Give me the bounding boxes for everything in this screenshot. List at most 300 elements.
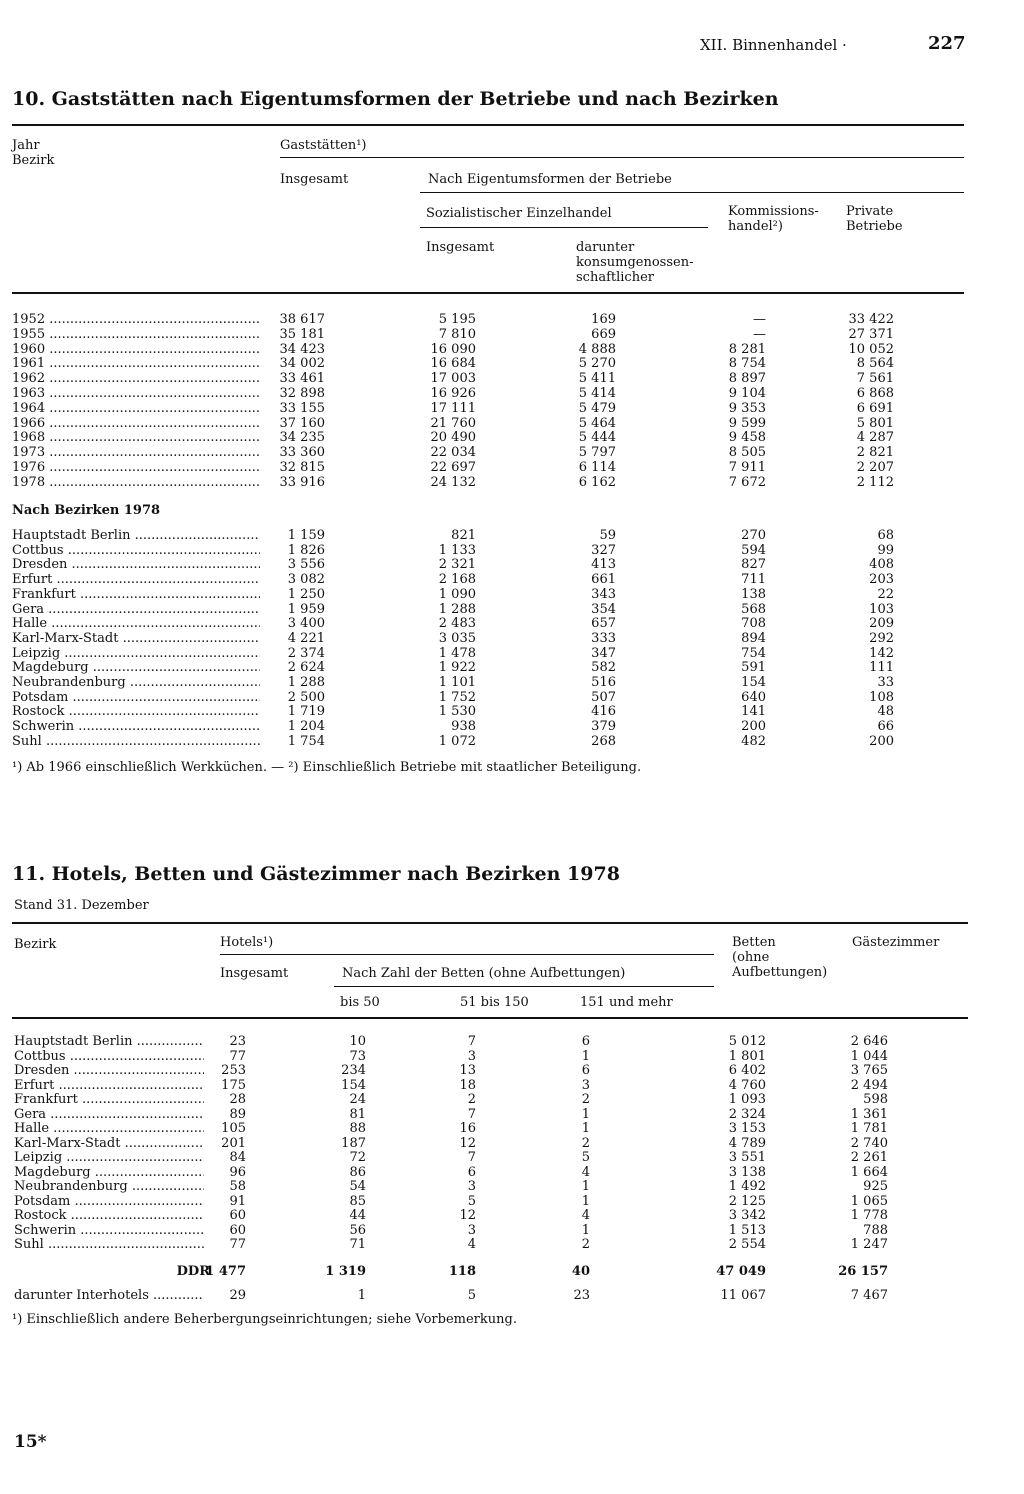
- cell-privat: 48: [877, 704, 894, 720]
- cell-gaestezimmer: 1 044: [850, 1048, 888, 1064]
- cell-gaststaetten-insgesamt: 2 624: [287, 660, 325, 676]
- cell-51-150: 7: [467, 1106, 476, 1122]
- row-label: darunter Interhotels .....: [14, 1288, 204, 1303]
- table-row: [0, 675, 1024, 690]
- cell-privat: 6 868: [856, 386, 894, 401]
- cell-gaststaetten-insgesamt: 33 461: [279, 371, 325, 387]
- cell-151-mehr: 1: [581, 1222, 590, 1238]
- cell-bis50: 72: [349, 1150, 366, 1165]
- cell-kommission: 9 599: [728, 415, 766, 431]
- table-row: [0, 386, 1024, 401]
- cell-gaststaetten-insgesamt: 33 155: [279, 400, 325, 416]
- cell-konsum: 327: [591, 542, 616, 558]
- cell-kommission: 9 458: [728, 430, 766, 446]
- cell-soz-insgesamt: 22 697: [430, 460, 476, 475]
- cell-151-mehr: 40: [571, 1264, 590, 1279]
- t10-rule-3: [420, 227, 708, 228]
- table-row: [0, 690, 1024, 705]
- t11-head-betten2: (ohne: [732, 950, 770, 965]
- cell-soz-insgesamt: 16 090: [430, 341, 476, 357]
- cell-51-150: 5: [467, 1193, 476, 1209]
- table-row: [0, 356, 1024, 371]
- running-header: XII. Binnenhandel ·: [700, 36, 847, 54]
- cell-gaestezimmer: 7 467: [850, 1288, 888, 1303]
- cell-hotels-insgesamt: 60: [229, 1208, 246, 1223]
- table-row: [0, 312, 1024, 327]
- cell-151-mehr: 6: [581, 1063, 590, 1078]
- row-label: Frankfurt .....: [14, 1092, 204, 1107]
- cell-151-mehr: 4: [581, 1208, 590, 1223]
- row-label: 1962 .....: [12, 371, 260, 386]
- cell-gaestezimmer: 1 065: [850, 1193, 888, 1209]
- cell-gaststaetten-insgesamt: 1 959: [287, 601, 325, 617]
- row-label: Schwerin .....: [14, 1223, 204, 1238]
- cell-151-mehr: 2: [581, 1237, 590, 1252]
- cell-konsum: 4 888: [578, 341, 616, 357]
- table-row: [0, 416, 1024, 431]
- cell-betten: 3 138: [728, 1164, 766, 1180]
- cell-51-150: 2: [467, 1092, 476, 1107]
- cell-gaestezimmer: 2 646: [850, 1034, 888, 1049]
- cell-51-150: 16: [459, 1121, 476, 1136]
- cell-privat: 2 207: [856, 460, 894, 475]
- cell-gaststaetten-insgesamt: 33 360: [279, 445, 325, 461]
- cell-51-150: 7: [467, 1034, 476, 1049]
- cell-gaststaetten-insgesamt: 37 160: [279, 415, 325, 431]
- cell-privat: 408: [869, 557, 894, 573]
- cell-gaestezimmer: 2 261: [850, 1150, 888, 1165]
- cell-hotels-insgesamt: 58: [229, 1179, 246, 1194]
- cell-soz-insgesamt: 1 530: [438, 704, 476, 720]
- cell-151-mehr: 1: [581, 1106, 590, 1122]
- t11-head-gaeste: Gästezimmer: [852, 935, 940, 950]
- table-row: [0, 327, 1024, 342]
- row-label: Karl-Marx-Stadt .....: [12, 631, 260, 646]
- table-row: [0, 1237, 1024, 1252]
- cell-151-mehr: 5: [581, 1150, 590, 1165]
- t10-head-darunter3: schaftlicher: [576, 270, 654, 285]
- row-label: Erfurt .....: [12, 572, 260, 587]
- cell-betten: 3 342: [728, 1208, 766, 1223]
- cell-hotels-insgesamt: 1 477: [205, 1264, 246, 1279]
- t10-head-soz-insg: Insgesamt: [426, 240, 495, 255]
- cell-gaststaetten-insgesamt: 3 082: [287, 572, 325, 588]
- t11-head-insgesamt: Insgesamt: [220, 966, 289, 981]
- table11-subtitle: Stand 31. Dezember: [14, 898, 149, 913]
- table-row: [0, 616, 1024, 631]
- row-label: Halle .....: [14, 1121, 204, 1136]
- table-row: [0, 1264, 1024, 1279]
- cell-gaestezimmer: 1 361: [850, 1106, 888, 1122]
- cell-soz-insgesamt: 2 321: [438, 557, 476, 573]
- table10-title: 10. Gaststätten nach Eigentumsformen der Betriebe und nach Bezirken: [12, 88, 779, 110]
- t10-head-soz: Sozialistischer Einzelhandel: [426, 206, 612, 221]
- cell-konsum: 268: [591, 733, 616, 749]
- table-row: [0, 1288, 1024, 1303]
- cell-privat: 99: [877, 542, 894, 558]
- cell-soz-insgesamt: 2 168: [438, 572, 476, 588]
- cell-konsum: 379: [591, 719, 616, 735]
- cell-konsum: 5 444: [578, 430, 616, 446]
- page-number: 227: [928, 33, 966, 54]
- cell-privat: 2 821: [856, 445, 894, 461]
- table-row: [0, 1121, 1024, 1136]
- row-label: Suhl .....: [14, 1237, 204, 1252]
- t11-header-bottom-rule: [12, 1017, 968, 1019]
- t11-rule-1: [220, 954, 714, 955]
- cell-betten: 5 012: [728, 1034, 766, 1049]
- cell-betten: 4 789: [728, 1135, 766, 1151]
- t11-head-nach-zahl: Nach Zahl der Betten (ohne Aufbettungen): [342, 966, 626, 981]
- cell-gaststaetten-insgesamt: 1 826: [287, 542, 325, 558]
- cell-soz-insgesamt: 5 195: [438, 312, 476, 327]
- cell-konsum: 5 464: [578, 415, 616, 431]
- cell-gaststaetten-insgesamt: 38 617: [279, 312, 325, 327]
- cell-betten: 1 801: [728, 1048, 766, 1064]
- cell-bis50: 10: [349, 1034, 366, 1049]
- cell-hotels-insgesamt: 77: [229, 1048, 246, 1064]
- cell-kommission: 640: [741, 689, 766, 705]
- cell-hotels-insgesamt: 96: [229, 1164, 246, 1180]
- cell-hotels-insgesamt: 253: [221, 1063, 246, 1078]
- cell-kommission: 568: [741, 601, 766, 617]
- cell-konsum: 507: [591, 689, 616, 705]
- t10-head-priv1: Private: [846, 204, 894, 219]
- cell-konsum: 5 414: [578, 386, 616, 401]
- row-label: Dresden .....: [14, 1063, 204, 1078]
- cell-privat: 66: [877, 719, 894, 735]
- cell-51-150: 7: [467, 1150, 476, 1165]
- cell-privat: 33 422: [848, 312, 894, 327]
- cell-gaststaetten-insgesamt: 3 556: [287, 557, 325, 573]
- cell-gaestezimmer: 1 781: [850, 1121, 888, 1136]
- cell-konsum: 169: [591, 312, 616, 327]
- cell-51-150: 118: [448, 1264, 476, 1279]
- cell-hotels-insgesamt: 23: [229, 1034, 246, 1049]
- cell-kommission: 894: [741, 630, 766, 646]
- table-row: [0, 430, 1024, 445]
- cell-gaststaetten-insgesamt: 1 250: [287, 586, 325, 602]
- cell-soz-insgesamt: 17 003: [430, 371, 476, 387]
- cell-soz-insgesamt: 1 752: [438, 689, 476, 705]
- cell-hotels-insgesamt: 105: [221, 1121, 246, 1136]
- cell-gaestezimmer: 2 740: [850, 1135, 888, 1151]
- row-label: Schwerin .....: [12, 719, 260, 734]
- cell-bis50: 85: [349, 1193, 366, 1209]
- cell-gaestezimmer: 2 494: [850, 1077, 888, 1093]
- table-row: [0, 1078, 1024, 1093]
- cell-gaestezimmer: 925: [863, 1179, 888, 1194]
- cell-privat: 292: [869, 630, 894, 646]
- t11-footnote: ¹) Einschließlich andere Beherbergungseinrichtungen; siehe Vorbemerkung.: [12, 1312, 517, 1327]
- table11-top-rule: [12, 922, 968, 924]
- cell-konsum: 669: [591, 326, 616, 342]
- table-row: [0, 1063, 1024, 1078]
- cell-konsum: 59: [599, 528, 616, 543]
- cell-hotels-insgesamt: 89: [229, 1106, 246, 1122]
- table-row: [0, 401, 1024, 416]
- cell-bis50: 187: [341, 1135, 366, 1151]
- row-label: Rostock .....: [14, 1208, 204, 1223]
- cell-soz-insgesamt: 17 111: [430, 400, 476, 416]
- table-row: [0, 543, 1024, 558]
- cell-kommission: —: [753, 326, 766, 342]
- cell-bis50: 24: [349, 1092, 366, 1107]
- cell-kommission: 8 897: [728, 371, 766, 387]
- cell-soz-insgesamt: 938: [451, 719, 476, 735]
- table-row: [0, 719, 1024, 734]
- cell-gaststaetten-insgesamt: 33 916: [279, 474, 325, 490]
- row-label: 1963 .....: [12, 386, 260, 401]
- t10-head-bezirk: Bezirk: [12, 153, 55, 168]
- cell-soz-insgesamt: 1 922: [438, 660, 476, 676]
- cell-gaestezimmer: 1 778: [850, 1208, 888, 1223]
- cell-kommission: 7 672: [728, 474, 766, 490]
- cell-bis50: 1: [357, 1288, 366, 1303]
- cell-privat: 2 112: [856, 474, 894, 490]
- cell-151-mehr: 2: [581, 1135, 590, 1151]
- cell-soz-insgesamt: 1 478: [438, 645, 476, 661]
- cell-soz-insgesamt: 2 483: [438, 616, 476, 632]
- cell-51-150: 6: [467, 1164, 476, 1180]
- cell-51-150: 18: [459, 1077, 476, 1093]
- cell-bis50: 86: [349, 1164, 366, 1180]
- row-label: Gera .....: [12, 602, 260, 617]
- t11-head-hotels: Hotels¹): [220, 935, 274, 950]
- cell-gaststaetten-insgesamt: 32 898: [279, 386, 325, 401]
- row-label: 1976 .....: [12, 460, 260, 475]
- cell-kommission: 7 911: [728, 460, 766, 475]
- t11-head-bis50: bis 50: [340, 995, 380, 1010]
- cell-gaststaetten-insgesamt: 34 423: [279, 341, 325, 357]
- cell-bis50: 54: [349, 1179, 366, 1194]
- table10-top-rule: [12, 124, 964, 126]
- t11-head-betten3: Aufbettungen): [732, 965, 828, 980]
- cell-betten: 11 067: [720, 1288, 766, 1303]
- cell-151-mehr: 1: [581, 1179, 590, 1194]
- cell-51-150: 13: [459, 1063, 476, 1078]
- cell-kommission: 8 505: [728, 445, 766, 461]
- cell-privat: 27 371: [848, 326, 894, 342]
- row-label: Neubrandenburg .....: [12, 675, 260, 690]
- cell-konsum: 347: [591, 645, 616, 661]
- t10-head-insgesamt: Insgesamt: [280, 172, 349, 187]
- cell-konsum: 582: [591, 660, 616, 676]
- cell-kommission: 270: [741, 528, 766, 543]
- cell-konsum: 6 114: [578, 460, 616, 475]
- cell-kommission: 200: [741, 719, 766, 735]
- cell-privat: 5 801: [856, 415, 894, 431]
- cell-kommission: 138: [741, 586, 766, 602]
- table-row: [0, 572, 1024, 587]
- cell-kommission: 827: [741, 557, 766, 573]
- row-label: 1978 .....: [12, 475, 260, 490]
- cell-gaststaetten-insgesamt: 32 815: [279, 460, 325, 475]
- cell-51-150: 12: [459, 1208, 476, 1223]
- t11-head-151: 151 und mehr: [580, 995, 673, 1010]
- cell-konsum: 661: [591, 572, 616, 588]
- cell-kommission: —: [753, 312, 766, 327]
- table-row: [0, 1092, 1024, 1107]
- cell-betten: 6 402: [728, 1063, 766, 1078]
- cell-privat: 142: [869, 645, 894, 661]
- cell-soz-insgesamt: 16 926: [430, 386, 476, 401]
- t11-head-51: 51 bis 150: [460, 995, 529, 1010]
- cell-konsum: 413: [591, 557, 616, 573]
- table11-title: 11. Hotels, Betten und Gästezimmer nach Bezirken 1978: [12, 863, 620, 885]
- cell-151-mehr: 1: [581, 1121, 590, 1136]
- cell-gaestezimmer: 3 765: [850, 1063, 888, 1078]
- cell-soz-insgesamt: 1 101: [438, 675, 476, 690]
- row-label: Magdeburg .....: [14, 1165, 204, 1180]
- table-row: [0, 1179, 1024, 1194]
- t10-head-darunter1: darunter: [576, 240, 635, 255]
- cell-soz-insgesamt: 3 035: [438, 630, 476, 646]
- cell-privat: 4 287: [856, 430, 894, 446]
- table-row: [0, 371, 1024, 386]
- row-label: 1968 .....: [12, 430, 260, 445]
- row-label: Neubrandenburg .....: [14, 1179, 204, 1194]
- cell-bis50: 88: [349, 1121, 366, 1136]
- t10-head-komm1: Kommissions-: [728, 204, 819, 219]
- cell-konsum: 5 411: [578, 371, 616, 387]
- cell-privat: 209: [869, 616, 894, 632]
- cell-konsum: 416: [591, 704, 616, 720]
- cell-kommission: 591: [741, 660, 766, 676]
- cell-privat: 8 564: [856, 356, 894, 372]
- cell-betten: 1 492: [728, 1179, 766, 1194]
- table-row: [0, 1150, 1024, 1165]
- cell-soz-insgesamt: 16 684: [430, 356, 476, 372]
- cell-soz-insgesamt: 1 133: [438, 542, 476, 558]
- table-row: [0, 475, 1024, 490]
- cell-151-mehr: 1: [581, 1048, 590, 1064]
- cell-hotels-insgesamt: 60: [229, 1222, 246, 1238]
- cell-betten: 2 324: [728, 1106, 766, 1122]
- cell-konsum: 354: [591, 601, 616, 617]
- row-label: Potsdam .....: [12, 690, 260, 705]
- table-row: [0, 1165, 1024, 1180]
- cell-privat: 10 052: [848, 341, 894, 357]
- cell-soz-insgesamt: 22 034: [430, 445, 476, 461]
- cell-51-150: 3: [467, 1048, 476, 1064]
- cell-51-150: 5: [467, 1288, 476, 1303]
- t10-head-gaststaetten: Gaststätten¹): [280, 138, 367, 153]
- cell-privat: 33: [877, 675, 894, 690]
- cell-privat: 108: [869, 689, 894, 705]
- cell-gaststaetten-insgesamt: 1 204: [287, 719, 325, 735]
- cell-bis50: 81: [349, 1106, 366, 1122]
- cell-bis50: 73: [349, 1048, 366, 1064]
- cell-gaststaetten-insgesamt: 35 181: [279, 326, 325, 342]
- cell-privat: 7 561: [856, 371, 894, 387]
- cell-51-150: 12: [459, 1135, 476, 1151]
- t10-head-komm2: handel²): [728, 219, 783, 234]
- cell-soz-insgesamt: 1 072: [438, 733, 476, 749]
- row-label: DDR: [176, 1264, 210, 1279]
- cell-kommission: 8 281: [728, 341, 766, 357]
- cell-gaststaetten-insgesamt: 1 719: [287, 704, 325, 720]
- cell-betten: 2 554: [728, 1237, 766, 1252]
- cell-kommission: 154: [741, 675, 766, 690]
- row-label: Frankfurt .....: [12, 587, 260, 602]
- cell-soz-insgesamt: 20 490: [430, 430, 476, 446]
- cell-kommission: 8 754: [728, 356, 766, 372]
- cell-konsum: 516: [591, 675, 616, 690]
- table-row: [0, 660, 1024, 675]
- row-label: Leipzig .....: [14, 1150, 204, 1165]
- cell-privat: 68: [877, 528, 894, 543]
- t11-rule-2: [334, 986, 714, 987]
- cell-privat: 103: [869, 601, 894, 617]
- row-label: 1966 .....: [12, 416, 260, 431]
- cell-konsum: 5 270: [578, 356, 616, 372]
- cell-konsum: 6 162: [578, 474, 616, 490]
- cell-gaestezimmer: 788: [863, 1222, 888, 1238]
- t10-head-nach-eigentum: Nach Eigentumsformen der Betriebe: [428, 172, 672, 187]
- cell-gaststaetten-insgesamt: 34 235: [279, 430, 325, 446]
- cell-soz-insgesamt: 1 090: [438, 586, 476, 602]
- cell-privat: 203: [869, 572, 894, 588]
- cell-konsum: 5 479: [578, 400, 616, 416]
- cell-bis50: 56: [349, 1222, 366, 1238]
- row-label: Hauptstadt Berlin .....: [12, 528, 260, 543]
- cell-bis50: 71: [349, 1237, 366, 1252]
- cell-51-150: 4: [467, 1237, 476, 1252]
- cell-gaststaetten-insgesamt: 1 159: [287, 528, 325, 543]
- cell-betten: 4 760: [728, 1077, 766, 1093]
- row-label: 1960 .....: [12, 342, 260, 357]
- row-label: 1973 .....: [12, 445, 260, 460]
- cell-151-mehr: 4: [581, 1164, 590, 1180]
- cell-hotels-insgesamt: 28: [229, 1092, 246, 1107]
- cell-betten: 2 125: [728, 1193, 766, 1209]
- cell-privat: 111: [869, 660, 894, 676]
- cell-51-150: 3: [467, 1222, 476, 1238]
- table-row: [0, 1107, 1024, 1122]
- cell-gaststaetten-insgesamt: 4 221: [287, 630, 325, 646]
- row-label: 1952 .....: [12, 312, 260, 327]
- cell-151-mehr: 23: [573, 1288, 590, 1303]
- table-row: [0, 631, 1024, 646]
- table-row: [0, 1194, 1024, 1209]
- table-row: [0, 460, 1024, 475]
- cell-bis50: 154: [341, 1077, 366, 1093]
- cell-soz-insgesamt: 24 132: [430, 474, 476, 490]
- row-label: Leipzig .....: [12, 646, 260, 661]
- cell-kommission: 9 353: [728, 400, 766, 416]
- table-row: [0, 587, 1024, 602]
- row-label: 1964 .....: [12, 401, 260, 416]
- cell-gaststaetten-insgesamt: 2 500: [287, 689, 325, 705]
- t10-header-bottom-rule: [12, 292, 964, 294]
- cell-gaestezimmer: 1 247: [850, 1237, 888, 1252]
- cell-151-mehr: 2: [581, 1092, 590, 1107]
- cell-151-mehr: 3: [581, 1077, 590, 1093]
- cell-betten: 3 551: [728, 1150, 766, 1165]
- cell-konsum: 657: [591, 616, 616, 632]
- cell-soz-insgesamt: 21 760: [430, 415, 476, 431]
- t10-head-jahr: Jahr: [12, 138, 40, 153]
- cell-betten: 1 093: [728, 1092, 766, 1107]
- cell-gaststaetten-insgesamt: 34 002: [279, 356, 325, 372]
- row-label: Magdeburg .....: [12, 660, 260, 675]
- t11-head-betten1: Betten: [732, 935, 776, 950]
- row-label: Gera .....: [14, 1107, 204, 1122]
- row-label: Rostock .....: [12, 704, 260, 719]
- cell-betten: 1 513: [728, 1222, 766, 1238]
- row-label: 1961 .....: [12, 356, 260, 371]
